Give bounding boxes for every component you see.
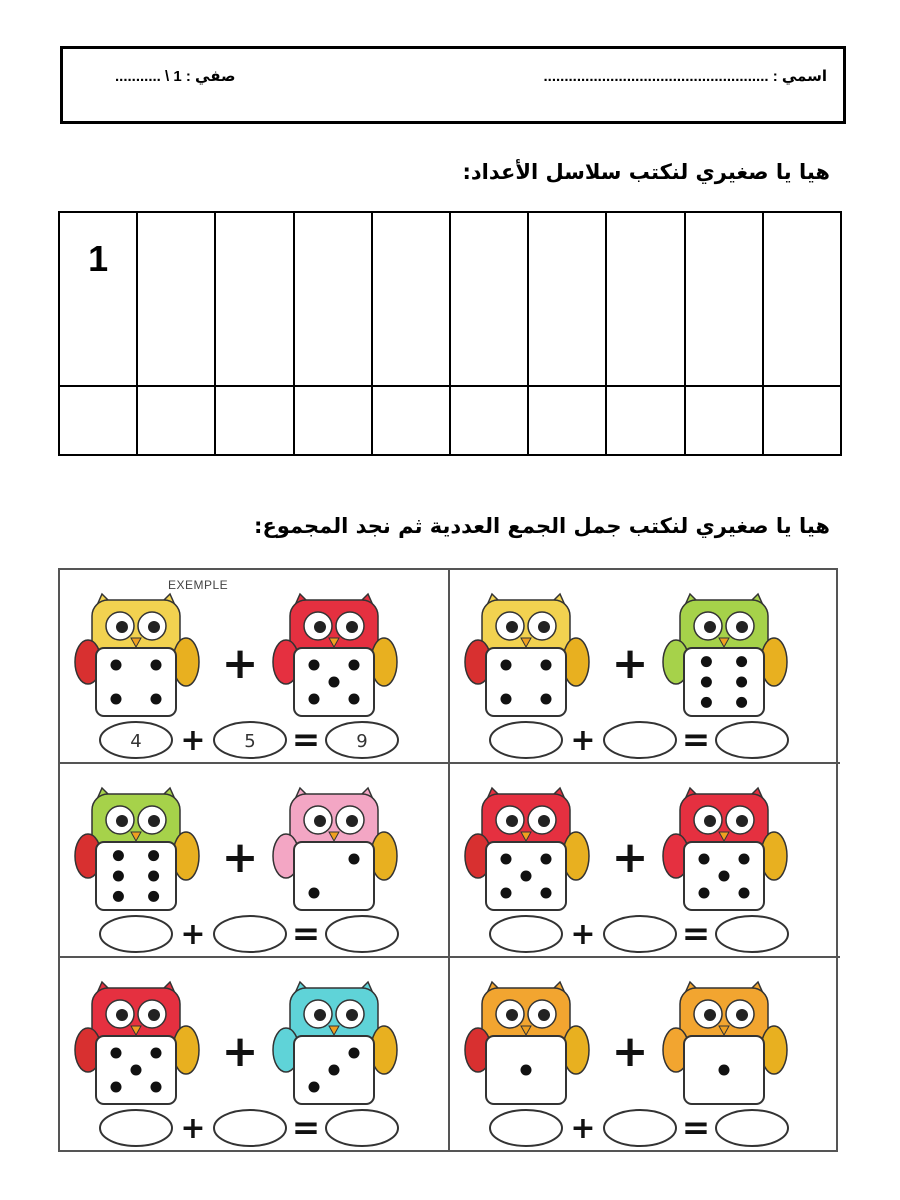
plus-sign: + bbox=[221, 638, 259, 689]
owl-pupil bbox=[736, 815, 748, 827]
plus-sign: + bbox=[611, 1026, 649, 1077]
exercise-illustration bbox=[60, 764, 450, 958]
owl-pupil bbox=[116, 1009, 128, 1021]
example-label: EXEMPLE bbox=[168, 578, 229, 592]
number-series-grid bbox=[58, 211, 842, 456]
owl-pupil bbox=[148, 1009, 160, 1021]
dice-pip bbox=[349, 660, 360, 671]
dice-pip bbox=[111, 1082, 122, 1093]
dice-pip bbox=[699, 888, 710, 899]
addition-exercise-cell bbox=[60, 958, 450, 1152]
answer-circle[interactable] bbox=[716, 916, 788, 952]
grid-cell[interactable] bbox=[763, 386, 841, 455]
grid-cell[interactable] bbox=[685, 386, 763, 455]
dice-pip bbox=[148, 871, 159, 882]
dice-face bbox=[294, 842, 374, 910]
grid-cell-value bbox=[217, 214, 291, 238]
owl-pupil bbox=[314, 815, 326, 827]
grid-cell[interactable] bbox=[528, 212, 606, 386]
dice-pip bbox=[501, 888, 512, 899]
small-plus-sign: + bbox=[570, 1111, 596, 1146]
dice-pip bbox=[701, 697, 712, 708]
left-owl-with-dice bbox=[465, 594, 589, 716]
dice-pip bbox=[151, 1082, 162, 1093]
right-owl-with-dice bbox=[663, 788, 787, 910]
owl-pupil bbox=[116, 621, 128, 633]
exercise-illustration bbox=[60, 570, 450, 764]
owl-pupil bbox=[148, 621, 160, 633]
answer-circle[interactable] bbox=[604, 1110, 676, 1146]
equals-sign: = bbox=[291, 720, 321, 760]
class-field-label[interactable]: صفي : 1 \ ........... bbox=[115, 68, 236, 85]
dice-pip bbox=[739, 888, 750, 899]
grid-cell[interactable] bbox=[606, 212, 684, 386]
grid-cell[interactable] bbox=[215, 212, 293, 386]
plus-sign: + bbox=[611, 832, 649, 883]
grid-cell[interactable] bbox=[372, 212, 450, 386]
grid-cell-value bbox=[530, 388, 604, 412]
grid-cell[interactable] bbox=[763, 212, 841, 386]
dice-pip bbox=[521, 1065, 532, 1076]
grid-cell-value bbox=[296, 388, 370, 412]
answer-circle[interactable] bbox=[214, 916, 286, 952]
grid-cell[interactable] bbox=[137, 386, 215, 455]
equals-sign: = bbox=[291, 914, 321, 954]
dice-pip bbox=[701, 677, 712, 688]
dice-pip bbox=[131, 1065, 142, 1076]
answer-value: 4 bbox=[130, 731, 142, 752]
grid-cell[interactable] bbox=[294, 212, 372, 386]
dice-pip bbox=[719, 871, 730, 882]
student-info-box bbox=[60, 46, 846, 124]
grid-row bbox=[59, 212, 841, 386]
grid-cell-value bbox=[530, 214, 604, 238]
example-exercise-cell bbox=[60, 570, 450, 764]
answer-circle[interactable] bbox=[326, 916, 398, 952]
owl-pupil bbox=[148, 815, 160, 827]
grid-cell-value bbox=[374, 388, 448, 412]
dice-pip bbox=[541, 854, 552, 865]
owl-pupil bbox=[538, 621, 550, 633]
answer-value: 9 bbox=[356, 731, 368, 752]
dice-pip bbox=[113, 891, 124, 902]
owl-pupil bbox=[506, 621, 518, 633]
dice-face bbox=[96, 842, 176, 910]
dice-pip bbox=[701, 656, 712, 667]
small-plus-sign: + bbox=[180, 917, 206, 952]
dice-pip bbox=[541, 660, 552, 671]
grid-cell-value bbox=[139, 214, 213, 238]
exercise-illustration bbox=[450, 570, 840, 764]
dice-pip bbox=[501, 660, 512, 671]
dice-pip bbox=[739, 854, 750, 865]
owl-pupil bbox=[736, 621, 748, 633]
grid-cell-value: 1 bbox=[88, 238, 109, 279]
right-owl-with-dice bbox=[663, 982, 787, 1104]
dice-pip bbox=[736, 656, 747, 667]
plus-sign: + bbox=[221, 1026, 259, 1077]
grid-cell-value bbox=[374, 214, 448, 238]
dice-pip bbox=[329, 1065, 340, 1076]
small-plus-sign: + bbox=[180, 723, 206, 758]
grid-cell[interactable] bbox=[59, 212, 137, 386]
grid-cell[interactable] bbox=[450, 212, 528, 386]
left-owl-with-dice bbox=[465, 982, 589, 1104]
dice-pip bbox=[309, 660, 320, 671]
dice-pip bbox=[151, 694, 162, 705]
left-owl-with-dice bbox=[75, 594, 199, 716]
addition-exercises-panel bbox=[58, 568, 838, 1152]
small-plus-sign: + bbox=[180, 1111, 206, 1146]
exercise-illustration bbox=[450, 958, 840, 1152]
dice-pip bbox=[541, 888, 552, 899]
dice-pip bbox=[148, 850, 159, 861]
grid-cell-value bbox=[765, 388, 839, 412]
answer-circle[interactable] bbox=[100, 1110, 172, 1146]
equals-sign: = bbox=[681, 720, 711, 760]
grid-cell-value bbox=[608, 388, 682, 412]
dice-pip bbox=[349, 694, 360, 705]
plus-sign: + bbox=[221, 832, 259, 883]
right-owl-with-dice bbox=[273, 982, 397, 1104]
answer-value: 5 bbox=[244, 731, 256, 752]
grid-cell[interactable] bbox=[685, 212, 763, 386]
dice-pip bbox=[148, 891, 159, 902]
grid-cell-value bbox=[452, 388, 526, 412]
dice-pip bbox=[699, 854, 710, 865]
owl-pupil bbox=[704, 621, 716, 633]
owl-pupil bbox=[538, 815, 550, 827]
dice-pip bbox=[111, 694, 122, 705]
exercise-illustration bbox=[60, 958, 450, 1152]
owl-pupil bbox=[704, 815, 716, 827]
equals-sign: = bbox=[291, 1108, 321, 1148]
owl-pupil bbox=[346, 621, 358, 633]
dice-pip bbox=[113, 850, 124, 861]
dice-pip bbox=[151, 1048, 162, 1059]
equals-sign: = bbox=[681, 914, 711, 954]
answer-circle[interactable] bbox=[716, 1110, 788, 1146]
grid-cell-value bbox=[139, 388, 213, 412]
addition-exercise-cell bbox=[450, 958, 840, 1152]
grid-row bbox=[59, 386, 841, 455]
owl-pupil bbox=[704, 1009, 716, 1021]
left-owl-with-dice bbox=[75, 788, 199, 910]
dice-pip bbox=[349, 854, 360, 865]
dice-face bbox=[96, 648, 176, 716]
left-owl-with-dice bbox=[75, 982, 199, 1104]
small-plus-sign: + bbox=[570, 723, 596, 758]
grid-cell[interactable] bbox=[294, 386, 372, 455]
owl-pupil bbox=[314, 1009, 326, 1021]
owl-pupil bbox=[506, 1009, 518, 1021]
owl-pupil bbox=[506, 815, 518, 827]
grid-cell[interactable] bbox=[528, 386, 606, 455]
answer-circle[interactable] bbox=[490, 916, 562, 952]
owl-pupil bbox=[736, 1009, 748, 1021]
grid-cell[interactable] bbox=[215, 386, 293, 455]
answer-circle[interactable] bbox=[214, 1110, 286, 1146]
answer-circle[interactable] bbox=[490, 722, 562, 758]
dice-pip bbox=[329, 677, 340, 688]
owl-pupil bbox=[538, 1009, 550, 1021]
dice-pip bbox=[541, 694, 552, 705]
plus-sign: + bbox=[611, 638, 649, 689]
dice-pip bbox=[736, 697, 747, 708]
owl-pupil bbox=[346, 1009, 358, 1021]
grid-cell-value bbox=[765, 214, 839, 238]
dice-pip bbox=[719, 1065, 730, 1076]
answer-circle[interactable] bbox=[490, 1110, 562, 1146]
owl-pupil bbox=[346, 815, 358, 827]
grid-cell-value bbox=[61, 388, 135, 412]
right-owl-with-dice bbox=[273, 788, 397, 910]
answer-circle[interactable] bbox=[604, 722, 676, 758]
dice-pip bbox=[521, 871, 532, 882]
grid-cell-value bbox=[296, 214, 370, 238]
dice-pip bbox=[111, 660, 122, 671]
dice-pip bbox=[501, 694, 512, 705]
answer-circle[interactable] bbox=[326, 1110, 398, 1146]
dice-pip bbox=[309, 888, 320, 899]
grid-cell-value bbox=[608, 214, 682, 238]
equals-sign: = bbox=[681, 1108, 711, 1148]
owl-pupil bbox=[314, 621, 326, 633]
grid-cell[interactable] bbox=[59, 386, 137, 455]
dice-pip bbox=[349, 1048, 360, 1059]
grid-cell-value bbox=[452, 214, 526, 238]
small-plus-sign: + bbox=[570, 917, 596, 952]
dice-pip bbox=[309, 694, 320, 705]
right-owl-with-dice bbox=[273, 594, 397, 716]
grid-cell-value bbox=[687, 214, 761, 238]
left-owl-with-dice bbox=[465, 788, 589, 910]
exercise-illustration bbox=[450, 764, 840, 958]
addition-exercise-cell bbox=[450, 570, 840, 764]
addition-exercise-cell bbox=[450, 764, 840, 958]
number-series-instruction: هيا يا صغيري لنكتب سلاسل الأعداد: bbox=[462, 160, 830, 184]
grid-cell[interactable] bbox=[450, 386, 528, 455]
dice-pip bbox=[736, 677, 747, 688]
addition-instruction: هيا يا صغيري لنكتب جمل الجمع العددية ثم نجد المجموع: bbox=[254, 514, 830, 538]
answer-circle[interactable] bbox=[604, 916, 676, 952]
answer-circle[interactable] bbox=[716, 722, 788, 758]
dice-pip bbox=[151, 660, 162, 671]
grid-cell[interactable] bbox=[372, 386, 450, 455]
dice-pip bbox=[309, 1082, 320, 1093]
answer-circle[interactable] bbox=[100, 916, 172, 952]
dice-face bbox=[684, 648, 764, 716]
grid-cell[interactable] bbox=[137, 212, 215, 386]
dice-face bbox=[486, 648, 566, 716]
owl-pupil bbox=[116, 815, 128, 827]
grid-cell-value bbox=[687, 388, 761, 412]
dice-pip bbox=[501, 854, 512, 865]
dice-pip bbox=[111, 1048, 122, 1059]
right-owl-with-dice bbox=[663, 594, 787, 716]
dice-pip bbox=[113, 871, 124, 882]
grid-cell[interactable] bbox=[606, 386, 684, 455]
name-field-label[interactable]: اسمي : ...................................................... bbox=[543, 68, 827, 85]
addition-exercise-cell bbox=[60, 764, 450, 958]
grid-cell-value bbox=[217, 388, 291, 412]
